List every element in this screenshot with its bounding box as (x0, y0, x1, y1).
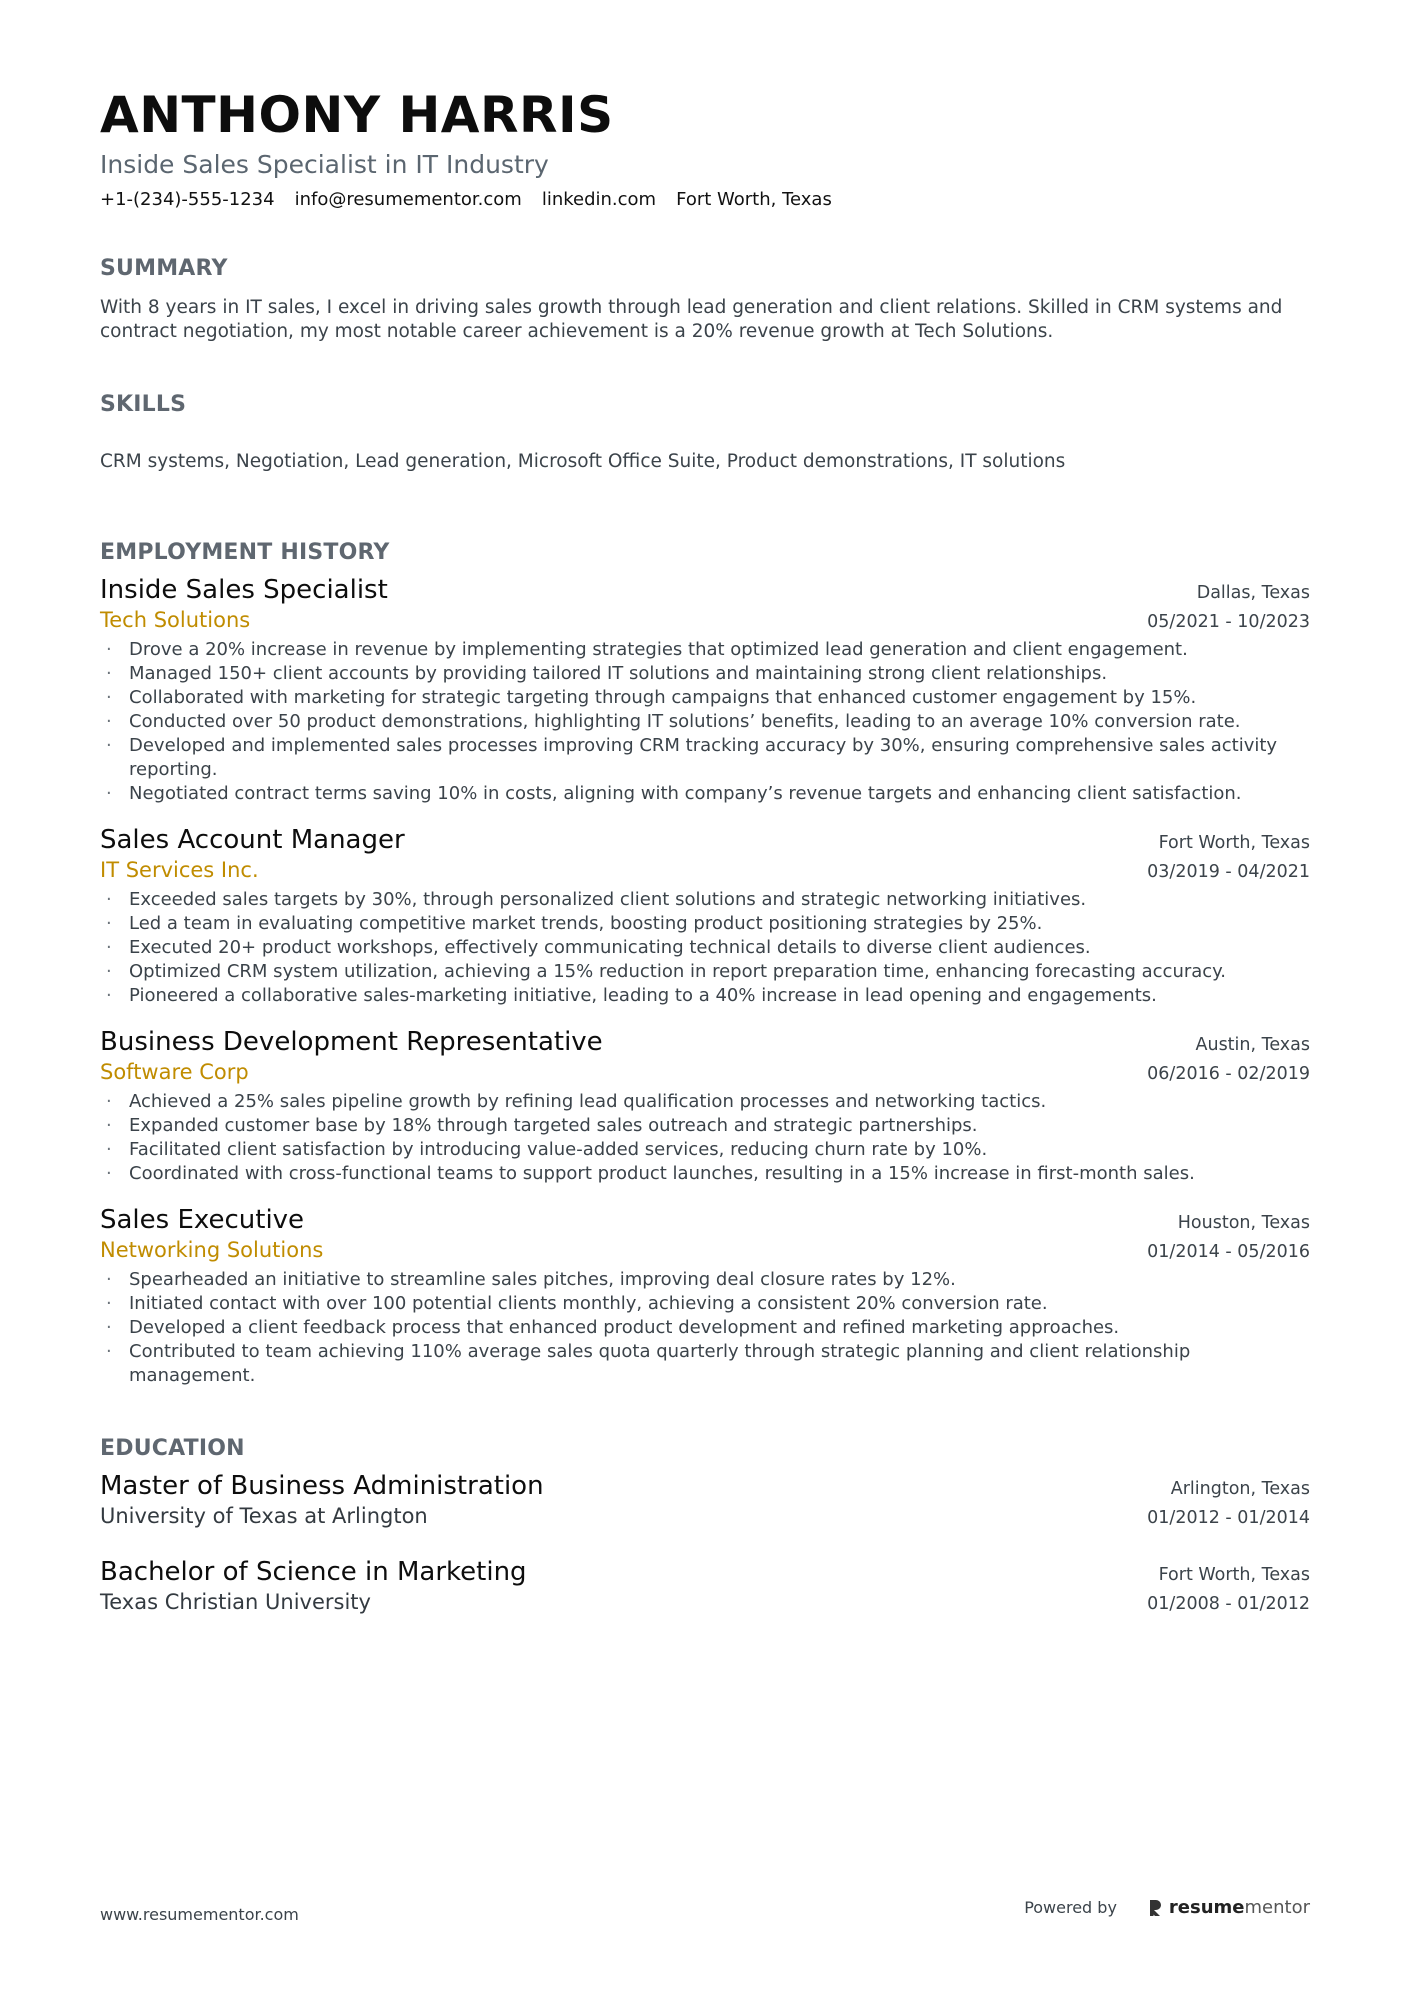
job-bullet (100, 1138, 1310, 1162)
bullet-dot-icon: · (106, 663, 112, 684)
job-bullet-text: Executed 20+ product workshops, effectively communicating technical details to diverse client audiences. (129, 937, 1091, 958)
job-dates: 01/2014 - 05/2016 (1147, 1242, 1310, 1262)
job-entry (100, 574, 1310, 806)
summary-text: With 8 years in IT sales, I excel in driving sales growth through lead generation and client relations. Skilled in CRM systems and contract negotiation, my most notable career achievement is a 20% revenue growth at Tech Solutions. (100, 297, 1283, 342)
job-title: Inside Sales Specialist (100, 575, 388, 605)
candidate-subtitle: Inside Sales Specialist in IT Industry (100, 150, 549, 179)
resume-header (100, 86, 1310, 212)
job-bullet (100, 1162, 1310, 1186)
bullet-dot-icon: · (106, 711, 112, 732)
jobs-list (100, 574, 1310, 1388)
edu-school-row (100, 1502, 1310, 1530)
job-location: Houston, Texas (1177, 1213, 1310, 1233)
job-title-row (100, 1026, 1310, 1058)
job-company-row (100, 606, 1310, 634)
bullet-dot-icon: · (106, 639, 112, 660)
edu-school-row (100, 1588, 1310, 1616)
job-company: IT Services Inc. (100, 858, 259, 882)
bullet-dot-icon: · (106, 913, 112, 934)
brand-name-light: mentor (1244, 1897, 1310, 1918)
job-bullet-text: Pioneered a collaborative sales-marketing initiative, leading to a 40% increase in lead opening and engagements. (129, 985, 1157, 1006)
summary-heading: SUMMARY (100, 256, 228, 281)
job-location: Fort Worth, Texas (1158, 833, 1310, 853)
bullet-dot-icon: · (106, 961, 112, 982)
job-bullets (100, 638, 1310, 806)
job-bullet (100, 710, 1310, 734)
job-title: Business Development Representative (100, 1027, 603, 1057)
job-title-row (100, 824, 1310, 856)
summary-section (100, 256, 1310, 344)
job-bullets (100, 1268, 1310, 1388)
edu-school: University of Texas at Arlington (100, 1504, 428, 1528)
job-bullet-text: Conducted over 50 product demonstrations, highlighting IT solutions’ benefits, leading to an average 10% conversion rate. (129, 711, 1241, 732)
job-bullet-text: Facilitated client satisfaction by introducing value-added services, reducing churn rate by 10%. (129, 1139, 988, 1160)
skills-heading: SKILLS (100, 392, 187, 417)
job-company: Networking Solutions (100, 1238, 324, 1262)
bullet-dot-icon: · (106, 783, 112, 804)
bullet-dot-icon: · (106, 1139, 112, 1160)
bullet-dot-icon: · (106, 1269, 112, 1290)
job-bullet (100, 888, 1310, 912)
skills-section (100, 392, 1310, 474)
bullet-dot-icon: · (106, 937, 112, 958)
skills-text: CRM systems, Negotiation, Lead generation, Microsoft Office Suite, Product demonstrations, IT solutions (100, 451, 1066, 472)
job-bullet (100, 1316, 1310, 1340)
job-bullet (100, 638, 1310, 662)
job-bullet (100, 1090, 1310, 1114)
job-bullet-text: Managed 150+ client accounts by providing tailored IT solutions and maintaining strong client relationships. (129, 663, 1108, 684)
edu-location: Fort Worth, Texas (1158, 1565, 1310, 1585)
edu-location: Arlington, Texas (1170, 1479, 1310, 1499)
job-bullet-text: Exceeded sales targets by 30%, through personalized client solutions and strategic networking initiatives. (129, 889, 1087, 910)
job-bullet-text: Developed and implemented sales processes improving CRM tracking accuracy by 30%, ensuring comprehensive sales activity reporting. (129, 735, 1278, 780)
job-bullet (100, 662, 1310, 686)
job-company-row (100, 1236, 1310, 1264)
job-dates: 05/2021 - 10/2023 (1147, 612, 1310, 632)
job-bullets (100, 1090, 1310, 1186)
job-title-row (100, 1204, 1310, 1236)
candidate-name: ANTHONY HARRIS (100, 86, 614, 144)
job-bullet-text: Contributed to team achieving 110% average sales quota quarterly through strategic planning and client relationship management. (129, 1341, 1191, 1386)
brand-logo[interactable] (1147, 1897, 1310, 1918)
job-bullet-text: Developed a client feedback process that enhanced product development and refined marketing approaches. (129, 1317, 1120, 1338)
job-location: Dallas, Texas (1196, 583, 1310, 603)
job-bullet-text: Spearheaded an initiative to streamline sales pitches, improving deal closure rates by 12%. (129, 1269, 956, 1290)
bullet-dot-icon: · (106, 735, 112, 756)
edu-degree: Bachelor of Science in Marketing (100, 1557, 527, 1587)
edu-degree-row (100, 1556, 1310, 1588)
job-bullet (100, 686, 1310, 710)
contact-email[interactable]: info@resumementor.com (294, 189, 522, 210)
job-bullet (100, 960, 1310, 984)
job-entry (100, 1204, 1310, 1388)
job-bullet-text: Optimized CRM system utilization, achieving a 15% reduction in report preparation time, enhancing forecasting accuracy. (129, 961, 1226, 982)
job-title: Sales Executive (100, 1205, 305, 1235)
job-bullet-text: Led a team in evaluating competitive market trends, boosting product positioning strategies by 25%. (129, 913, 1043, 934)
job-bullet-text: Achieved a 25% sales pipeline growth by refining lead qualification processes and networking tactics. (129, 1091, 1047, 1112)
job-bullet-text: Initiated contact with over 100 potential clients monthly, achieving a consistent 20% conversion rate. (129, 1293, 1048, 1314)
job-company-row (100, 1058, 1310, 1086)
job-bullet-text: Expanded customer base by 18% through targeted sales outreach and strategic partnerships. (129, 1115, 978, 1136)
job-title: Sales Account Manager (100, 825, 405, 855)
job-bullet (100, 936, 1310, 960)
job-bullet (100, 782, 1310, 806)
job-title-row (100, 574, 1310, 606)
contact-phone: +1-(234)-555-1234 (100, 189, 275, 210)
job-bullet-text: Drove a 20% increase in revenue by implementing strategies that optimized lead generation and client engagement. (129, 639, 1188, 660)
bullet-dot-icon: · (106, 889, 112, 910)
contact-info (100, 188, 1310, 212)
job-bullet-text: Coordinated with cross-functional teams to support product launches, resulting in a 15% increase in first-month sales. (129, 1163, 1195, 1184)
education-list (100, 1470, 1310, 1616)
brand-name-bold: resume (1168, 1897, 1245, 1918)
job-bullet (100, 734, 1310, 782)
job-bullet-text: Negotiated contract terms saving 10% in costs, aligning with company’s revenue targets and enhancing client satisfaction. (129, 783, 1242, 804)
bullet-dot-icon: · (106, 687, 112, 708)
edu-dates: 01/2012 - 01/2014 (1147, 1508, 1310, 1528)
footer-branding (1024, 1897, 1310, 1918)
powered-by-label: Powered by (1024, 1898, 1117, 1917)
job-bullet (100, 1340, 1310, 1388)
job-bullet (100, 1268, 1310, 1292)
edu-degree: Master of Business Administration (100, 1471, 544, 1501)
bullet-dot-icon: · (106, 1163, 112, 1184)
footer-website[interactable]: www.resumementor.com (100, 1905, 299, 1924)
edu-degree-row (100, 1470, 1310, 1502)
job-company: Tech Solutions (100, 608, 251, 632)
bullet-dot-icon: · (106, 1317, 112, 1338)
job-bullet (100, 912, 1310, 936)
education-heading: EDUCATION (100, 1436, 245, 1461)
job-dates: 06/2016 - 02/2019 (1147, 1064, 1310, 1084)
job-bullet-text: Collaborated with marketing for strategic targeting through campaigns that enhanced customer engagement by 15%. (129, 687, 1197, 708)
job-company: Software Corp (100, 1060, 249, 1084)
job-company-row (100, 856, 1310, 884)
job-bullet (100, 984, 1310, 1008)
employment-heading: EMPLOYMENT HISTORY (100, 540, 390, 565)
bullet-dot-icon: · (106, 1293, 112, 1314)
contact-linkedin[interactable]: linkedin.com (541, 189, 657, 210)
job-dates: 03/2019 - 04/2021 (1147, 862, 1310, 882)
edu-school: Texas Christian University (100, 1590, 371, 1614)
job-entry (100, 824, 1310, 1008)
job-location: Austin, Texas (1195, 1035, 1310, 1055)
education-entry (100, 1556, 1310, 1616)
bullet-dot-icon: · (106, 985, 112, 1006)
education-entry (100, 1470, 1310, 1530)
job-bullet (100, 1114, 1310, 1138)
bullet-dot-icon: · (106, 1091, 112, 1112)
education-section (100, 1436, 1310, 1616)
employment-section (100, 540, 1310, 1388)
bullet-dot-icon: · (106, 1341, 112, 1362)
job-bullet (100, 1292, 1310, 1316)
job-entry (100, 1026, 1310, 1186)
bullet-dot-icon: · (106, 1115, 112, 1136)
job-bullets (100, 888, 1310, 1008)
contact-location: Fort Worth, Texas (676, 189, 832, 210)
edu-dates: 01/2008 - 01/2012 (1147, 1594, 1310, 1614)
resumementor-logo-icon (1147, 1898, 1163, 1918)
resume-content (100, 86, 1310, 1616)
